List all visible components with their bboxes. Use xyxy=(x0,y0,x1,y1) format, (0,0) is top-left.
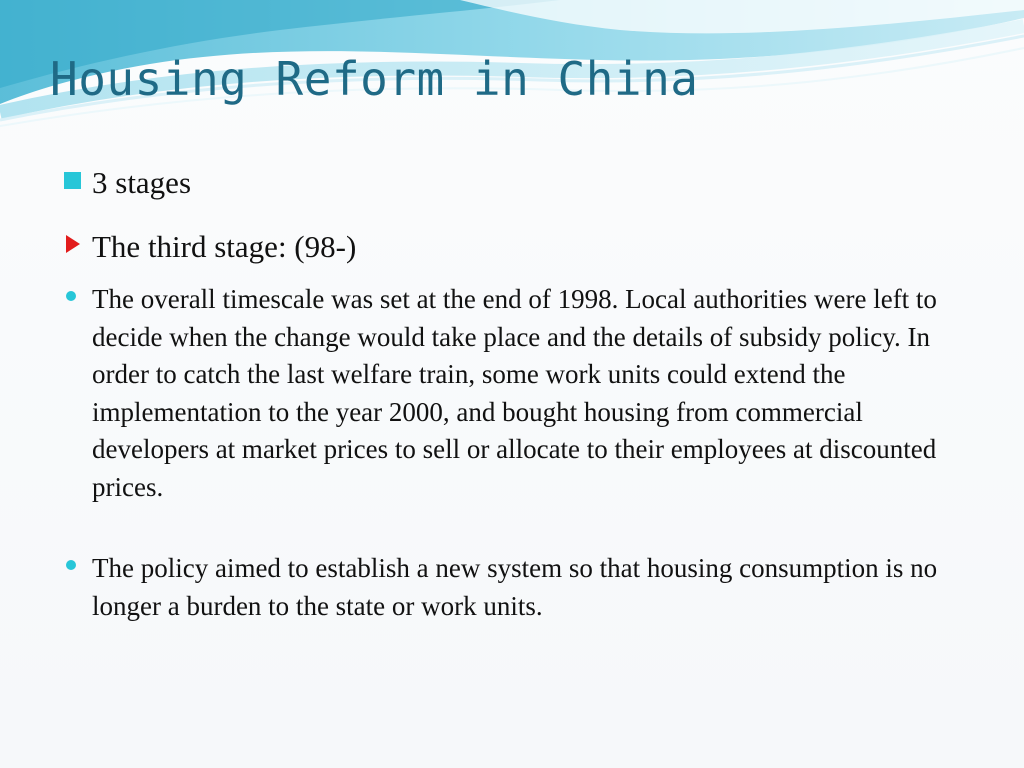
square-bullet-icon xyxy=(64,164,92,189)
bullet-level2 xyxy=(64,228,356,266)
bullet-level2-text: The third stage: (98-) xyxy=(92,229,357,264)
dot-bullet-icon xyxy=(64,281,92,301)
bullet-item xyxy=(64,281,972,506)
slide-title: Housing Reform in China xyxy=(50,52,699,106)
arrow-bullet-icon xyxy=(64,228,92,253)
bullet-item-text: The overall timescale was set at the end of 1998. Local authorities were left to decide when the change would take place and the details of subsidy policy. In order to catch the last welfare train, some work units could extend the implementation to the year 2000, and bought housing from commercial developers at market prices to sell or allocate to their employees at discounted prices. xyxy=(92,284,937,502)
bullet-item-text: The policy aimed to establish a new system so that housing consumption is no longer a burden to the state or work units. xyxy=(92,553,938,621)
bullet-item xyxy=(64,550,972,625)
bullet-level1 xyxy=(64,164,191,202)
bullet-level1-text: 3 stages xyxy=(92,165,192,200)
dot-bullet-icon xyxy=(64,550,92,570)
